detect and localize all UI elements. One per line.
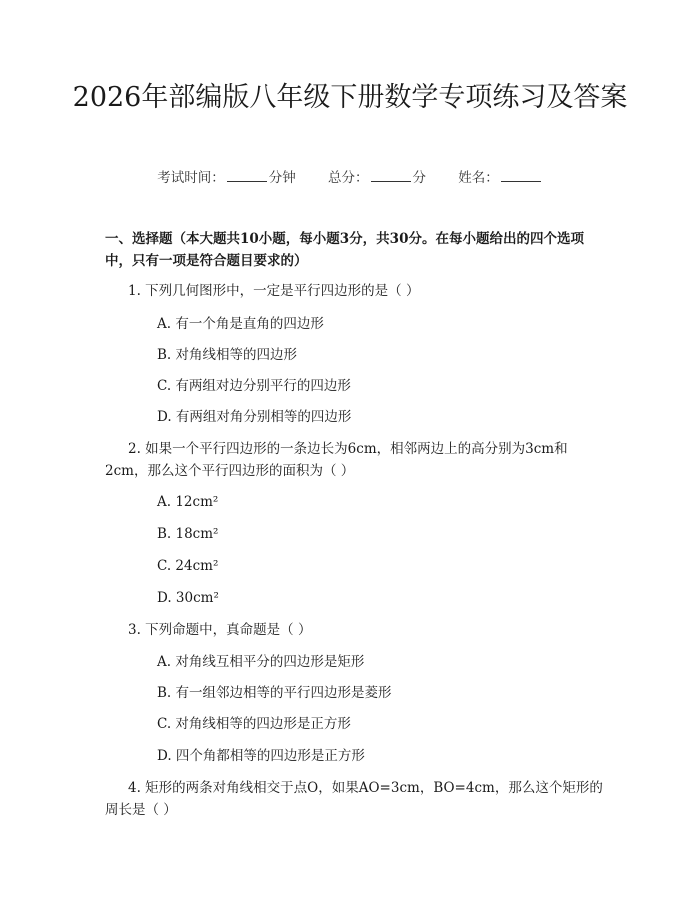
question-3-option-d[interactable]: D. 四个角都相等的四边形是正方形 — [157, 748, 365, 764]
question-3-option-b[interactable]: B. 有一组邻边相等的平行四边形是菱形 — [157, 685, 392, 701]
student-name — [458, 168, 543, 188]
question-4-stem: 4. 矩形的两条对角线相交于点O，如果AO=3cm，BO=4cm，那么这个矩形的周长是（ ） — [105, 780, 603, 818]
question-1-option-c[interactable]: C. 有两组对边分别平行的四边形 — [157, 378, 351, 394]
question-2-stem: 2. 如果一个平行四边形的一条边长为6cm，相邻两边上的高分别为3cm和2cm，那么这个平行四边形的面积为（ ） — [105, 441, 568, 479]
exam-time-blank[interactable] — [227, 169, 267, 182]
exam-info — [0, 168, 700, 188]
total-score-blank[interactable] — [371, 169, 411, 182]
student-name-blank[interactable] — [501, 169, 541, 182]
question-2-option-d[interactable]: D. 30cm² — [157, 590, 219, 606]
exam-time-label: 考试时间： — [157, 170, 225, 186]
page-title: 2026年部编版八年级下册数学专项练习及答案 — [72, 82, 628, 113]
question-2-option-a[interactable]: A. 12cm² — [157, 494, 219, 510]
total-score — [328, 168, 426, 188]
exam-time — [157, 168, 296, 188]
total-score-unit: 分 — [412, 170, 426, 186]
question-3-option-a[interactable]: A. 对角线互相平分的四边形是矩形 — [157, 654, 365, 670]
total-score-label: 总分： — [328, 170, 369, 186]
question-1-option-a[interactable]: A. 有一个角是直角的四边形 — [157, 316, 324, 332]
section-heading: 一、选择题（本大题共10小题，每小题3分，共30分。在每小题给出的四个选项中，只有一项是符合题目要求的） — [105, 231, 584, 269]
question-1-stem: 1. 下列几何图形中，一定是平行四边形的是（ ） — [128, 283, 420, 299]
question-2-option-b[interactable]: B. 18cm² — [157, 526, 219, 542]
exam-time-unit: 分钟 — [268, 170, 296, 186]
student-name-label: 姓名： — [458, 170, 499, 186]
question-3-option-c[interactable]: C. 对角线相等的四边形是正方形 — [157, 716, 351, 732]
question-3-stem: 3. 下列命题中，真命题是（ ） — [128, 622, 312, 638]
question-2-option-c[interactable]: C. 24cm² — [157, 558, 219, 574]
question-1-option-d[interactable]: D. 有两组对角分别相等的四边形 — [157, 409, 352, 425]
question-1-option-b[interactable]: B. 对角线相等的四边形 — [157, 347, 298, 363]
